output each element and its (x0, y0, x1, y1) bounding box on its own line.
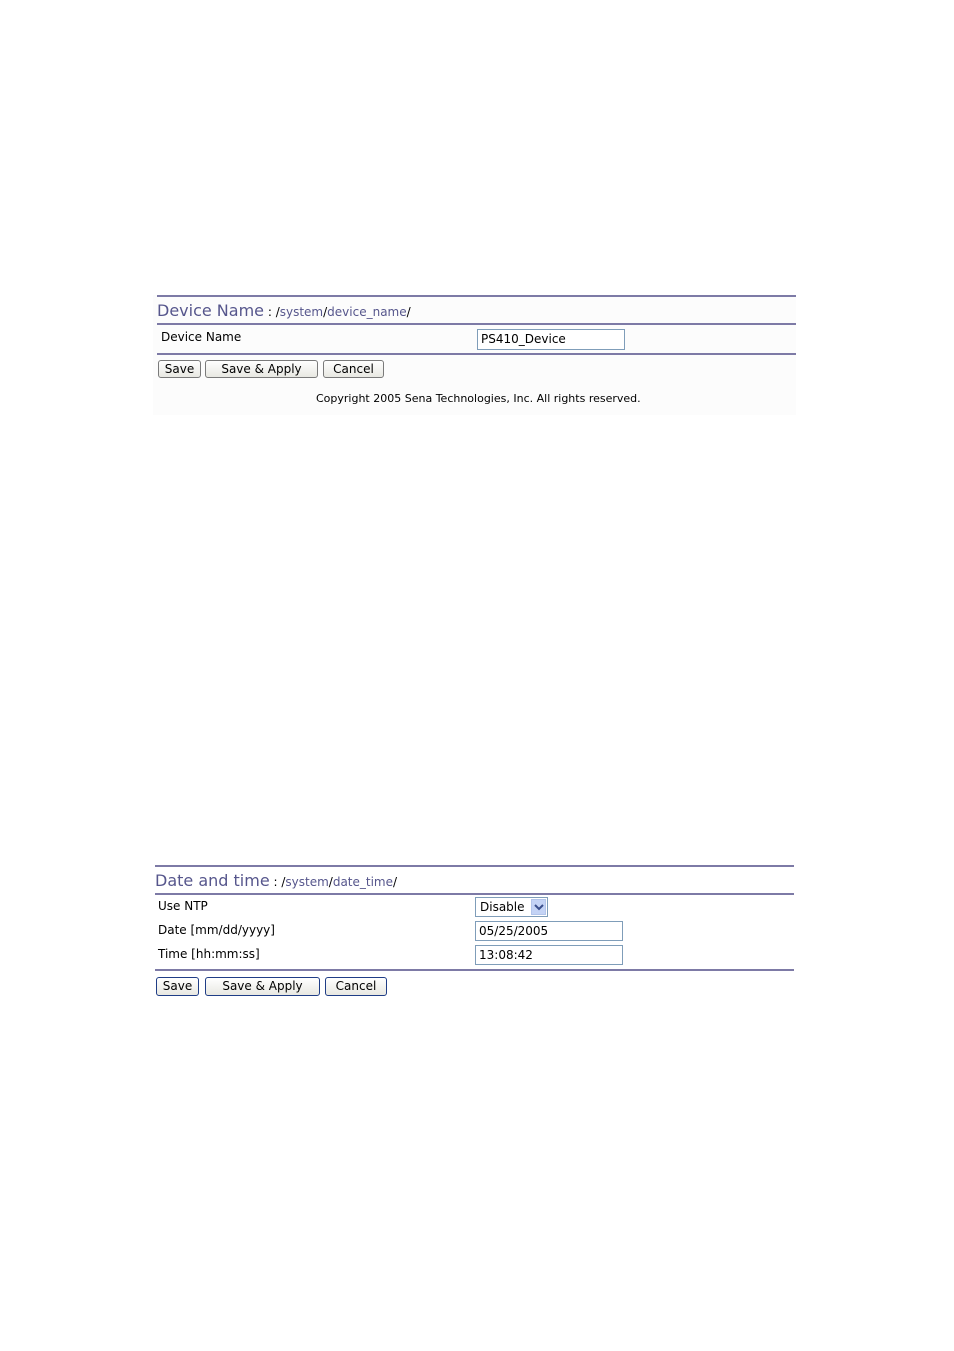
save-button[interactable]: Save (158, 360, 201, 378)
use-ntp-selected-value: Disable (480, 900, 525, 914)
breadcrumb-slash: / (323, 305, 328, 319)
page-title: Date and time (155, 871, 270, 890)
breadcrumb-slash: / (406, 305, 411, 319)
save-apply-button[interactable]: Save & Apply (205, 360, 318, 378)
breadcrumb-separator: : / (269, 875, 286, 889)
date-time-panel (155, 865, 794, 1000)
device-name-input[interactable]: PS410_Device (477, 329, 625, 350)
date-label: Date [mm/dd/yyyy] (158, 923, 275, 937)
cancel-button[interactable]: Cancel (323, 360, 384, 378)
page-title: Device Name (157, 301, 265, 320)
breadcrumb-link-date-time[interactable]: date_time (332, 875, 393, 889)
footer-rule (157, 353, 796, 355)
breadcrumb-slash: / (393, 875, 398, 889)
time-input[interactable]: 13:08:42 (475, 945, 623, 965)
save-apply-button[interactable]: Save & Apply (205, 977, 320, 996)
device-name-panel (157, 295, 796, 415)
breadcrumb-separator: : / (264, 305, 280, 319)
save-button[interactable]: Save (156, 977, 199, 996)
device-name-label: Device Name (161, 330, 242, 344)
breadcrumb-link-system[interactable]: system (279, 305, 324, 319)
cancel-button[interactable]: Cancel (325, 977, 387, 996)
date-input[interactable]: 05/25/2005 (475, 921, 623, 941)
header-rule (155, 893, 794, 895)
breadcrumb (157, 301, 411, 320)
breadcrumb-link-system[interactable]: system (285, 875, 329, 889)
top-rule (155, 865, 794, 867)
breadcrumb-slash: / (328, 875, 333, 889)
top-rule (157, 295, 796, 297)
copyright-text: Copyright 2005 Sena Technologies, Inc. All rights reserved. (316, 392, 641, 405)
breadcrumb (155, 871, 397, 890)
use-ntp-select[interactable] (475, 897, 548, 917)
time-label: Time [hh:mm:ss] (158, 947, 260, 961)
breadcrumb-link-device-name[interactable]: device_name (327, 305, 407, 319)
footer-rule (155, 969, 794, 971)
chevron-down-icon[interactable] (531, 899, 546, 915)
use-ntp-label: Use NTP (158, 899, 208, 913)
header-rule (157, 323, 796, 325)
